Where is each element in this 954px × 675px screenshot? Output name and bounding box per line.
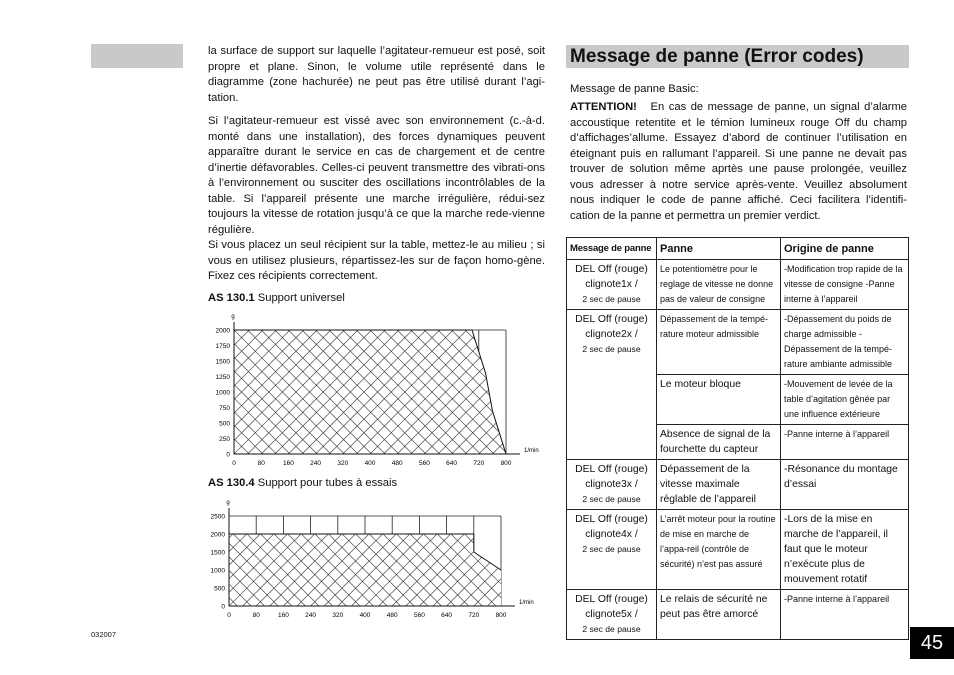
hatch-line (200, 330, 208, 454)
y-tick-label: 2000 (215, 327, 230, 335)
x-tick-label: 320 (332, 612, 344, 619)
crosshatch-group (200, 513, 550, 606)
crosshatch-bg (234, 330, 506, 454)
chart2-svg (200, 493, 550, 623)
hatch-line (492, 330, 550, 454)
origine-text: -Modification trop rapide de la vitesse de consigne -Panne interne à l’appareil (784, 264, 903, 304)
message-cell (567, 260, 657, 310)
paragraph-3: Si vous placez un seul récipient sur la table, mettez-le au milieu ; si vous en utilisez plusieurs, répartissez-les sur de façon homo-gène. Fixez ces récipients correctement. (208, 239, 545, 282)
pause-text: 2 sec de pause (582, 294, 641, 304)
origine-text: -Résonance du montage d’essai (784, 464, 898, 490)
x-tick-label: 560 (418, 460, 430, 467)
message-text: DEL Off (rouge) clignote1x / (575, 264, 648, 290)
error-table (566, 237, 909, 640)
x-tick-label: 800 (500, 460, 512, 467)
x-tick-label: 0 (227, 612, 231, 619)
hatch-line (506, 330, 550, 454)
y-tick-label: 0 (221, 603, 225, 611)
header-panne: Panne (657, 238, 781, 260)
y-tick-label: 1750 (215, 343, 230, 350)
message-text: DEL Off (rouge) clignote3x / (575, 464, 648, 490)
chart1-svg (200, 308, 550, 474)
x-tick-label: 400 (359, 612, 371, 619)
panne-text: Absence de signal de la fourchette du capteur (660, 429, 771, 455)
hatch-line (533, 330, 550, 454)
x-tick-label: 640 (441, 612, 453, 619)
hatch-line (542, 516, 550, 606)
y-tick-label: 1500 (210, 549, 225, 557)
left-column (208, 44, 545, 293)
panne-cell (657, 590, 781, 640)
x-tick-label: 160 (282, 460, 294, 467)
x-tick-label: 560 (413, 612, 425, 619)
hatch-line (492, 330, 550, 454)
panne-text: Dépassement de la vitesse maximale réglable de l’appareil (660, 464, 756, 505)
hatch-line (200, 513, 225, 606)
message-cell (567, 510, 657, 590)
hatch-line (528, 516, 550, 606)
table-header-row (567, 238, 909, 260)
message-text: DEL Off (rouge) clignote5x / (575, 594, 648, 620)
table-row (567, 260, 909, 310)
hatch-line (515, 516, 550, 606)
pause-text: 2 sec de pause (582, 544, 641, 554)
y-tick-label: 1250 (215, 374, 230, 381)
hatch-line (200, 516, 210, 606)
pause-text: 2 sec de pause (582, 494, 641, 504)
x-tick-label: 640 (446, 460, 458, 467)
y-tick-label: 500 (214, 585, 225, 593)
origine-text: -Mouvement de levée de la table d’agitation gênée par une influence extérieure (784, 379, 893, 419)
message-cell (567, 310, 657, 460)
crosshatch-group (200, 327, 550, 454)
paragraph-1: la surface de support sur laquelle l’agitateur-remueur est posé, soit propre et plane. Sinon, le volume utile représenté dans le diagramme (zone hachurée) ne peut pas être utilisé durant l’agi-tation. (208, 45, 545, 104)
x-tick-label: 240 (305, 612, 317, 619)
subheading: Message de panne Basic: (570, 83, 699, 95)
hatch-line (520, 330, 550, 454)
table-row (567, 510, 909, 590)
hatch-line (200, 516, 210, 606)
origine-cell (781, 590, 909, 640)
panne-text: Dépassement de la tempé-rature moteur admissible (660, 314, 769, 339)
hatch-line (547, 330, 550, 454)
x-tick-label: 480 (386, 612, 398, 619)
hatch-line (547, 330, 550, 454)
table-row (567, 310, 909, 375)
message-text: DEL Off (rouge) clignote2x / (575, 314, 648, 340)
origine-cell (781, 260, 909, 310)
x-tick-label: 720 (468, 612, 480, 619)
chart1-title-rest: Support universel (257, 292, 345, 304)
origine-cell (781, 375, 909, 425)
footer-code: 032007 (91, 630, 117, 639)
panne-text: L’arrêt moteur pour la routine de mise en marche de l’appa-reil (contrôle de sécurité) n’est pas assuré (660, 514, 776, 569)
x-tick-label: 480 (391, 460, 403, 467)
panne-cell (657, 425, 781, 460)
chart2-title-bold: AS 130.4 (208, 477, 255, 489)
pause-text: 2 sec de pause (582, 344, 641, 354)
x-tick-label: 0 (232, 460, 236, 467)
panne-cell (657, 375, 781, 425)
page-title: Message de panne (Error codes) (570, 46, 864, 67)
origine-cell (781, 425, 909, 460)
origine-text: -Panne interne à l’appareil (784, 429, 890, 439)
left-header-bar (91, 44, 183, 68)
panne-cell (657, 260, 781, 310)
origine-text: -Dépassement du poids de charge admissible -Dépassement de la tempé-rature ambiante admissible (784, 314, 893, 369)
hatch-line (506, 330, 550, 454)
y-tick-label: 0 (226, 451, 230, 459)
x-axis-label: 1/min (524, 448, 539, 454)
y-axis-label: g (226, 500, 230, 506)
hatch-line (501, 516, 550, 606)
hatch-line (528, 516, 550, 606)
chart2-title-rest: Support pour tubes à essais (257, 477, 398, 489)
header-message: Message de panne (567, 238, 657, 260)
panne-text: Le relais de sécurité ne peut pas être amorcé (660, 594, 768, 620)
panne-text: Le potentiomètre pour le reglage de vitesse ne donne pas de valeur de consigne (660, 264, 774, 304)
y-tick-label: 500 (219, 420, 230, 428)
y-tick-label: 1000 (210, 567, 225, 575)
panne-text: Le moteur bloque (660, 379, 741, 390)
origine-text: -Lors de la mise en marche de l’appareil, il faut que le moteur n’exécute plus de mouvement rotatif (784, 514, 888, 585)
x-tick-label: 800 (495, 612, 507, 619)
message-text: DEL Off (rouge) clignote4x / (575, 514, 648, 540)
y-tick-label: 2000 (210, 531, 225, 539)
panne-cell (657, 310, 781, 375)
pause-text: 2 sec de pause (582, 624, 641, 634)
chart2-title (208, 477, 397, 489)
hatch-line (542, 516, 550, 606)
chart1-title-bold: AS 130.1 (208, 292, 255, 304)
y-tick-label: 1000 (215, 389, 230, 397)
x-axis-label: 1/min (519, 600, 534, 606)
x-tick-label: 80 (257, 460, 265, 467)
hatch-line (501, 516, 550, 606)
hatch-line (200, 513, 225, 606)
y-tick-label: 1500 (215, 358, 230, 366)
x-tick-label: 400 (364, 460, 376, 467)
panne-cell (657, 510, 781, 590)
y-tick-label: 750 (219, 405, 230, 412)
message-cell (567, 460, 657, 510)
hatch-line (533, 330, 550, 454)
x-tick-label: 80 (252, 612, 260, 619)
y-axis-label: g (231, 314, 235, 320)
y-tick-label: 2500 (210, 513, 225, 521)
origine-cell (781, 460, 909, 510)
origine-cell (781, 310, 909, 375)
x-tick-label: 240 (310, 460, 322, 467)
x-tick-label: 160 (277, 612, 289, 619)
attention-text: En cas de message de panne, un signal d’alarme accoustique retentite et le témion lumineux rouge Off du champ d’affichages’allume. Essayez d’abord de continuer l’utilisation en éteignant puis en rallumant l’appareil. Si une panne ne devait pas trouver de solution même aprtès une pause prolongée, veuillez vous adresser à notre service après-vente. Veuillez absolument nous indiquer le code de panne affiché. Ceci facilitera l’identifi-cation de la panne et permettra un premier verdict. (570, 101, 908, 222)
x-tick-label: 720 (473, 460, 485, 467)
header-origine: Origine de panne (781, 238, 909, 260)
table-row (567, 460, 909, 510)
y-tick-label: 250 (219, 436, 230, 443)
paragraph-2: Si l’agitateur-remueur est vissé avec son environnement (c.-à-d. monté dans une installation), des forces dynamiques peuvent apparaître durant le service en cas de chargement et de centre d’inertie défavorables. Celles-ci peuvent transmettre des vibrati-ons à l’environnement ou susciter des oscillations incontrôlables de la table. Si l’appareil présente une marche irrégulière, rédui-sez toujours la vitesse de rotation jusqu’à ce que la marche rede-vienne régulière. (208, 115, 545, 236)
hatch-line (515, 516, 550, 606)
origine-cell (781, 510, 909, 590)
attention-paragraph (570, 100, 907, 224)
hatch-line (520, 330, 550, 454)
page-number: 45 (910, 627, 954, 659)
chart1-title (208, 292, 345, 304)
message-cell (567, 590, 657, 640)
hatch-line (200, 330, 208, 454)
origine-text: -Panne interne à l’appareil (784, 594, 890, 604)
attention-label: ATTENTION! (570, 101, 637, 113)
table-row (567, 590, 909, 640)
panne-cell (657, 460, 781, 510)
x-tick-label: 320 (337, 460, 349, 467)
